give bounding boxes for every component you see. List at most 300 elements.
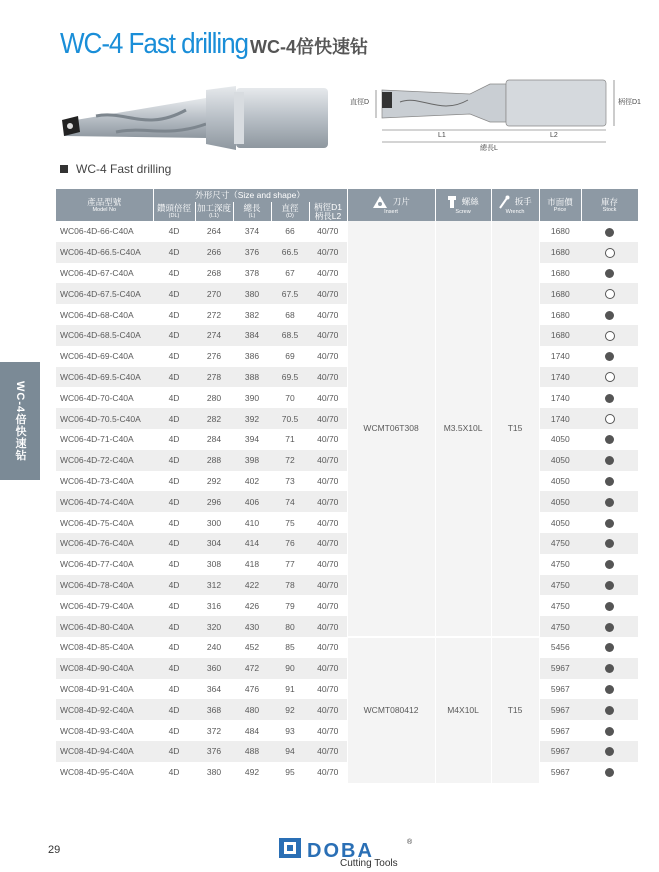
cell-insert: WCMT06T308 bbox=[347, 221, 435, 637]
cell-dl: 4D bbox=[153, 616, 195, 637]
cell-d1-l2: 40/70 bbox=[309, 450, 347, 471]
cell-l1: 364 bbox=[195, 679, 233, 700]
stock-filled-icon bbox=[605, 519, 614, 528]
cell-d1-l2: 40/70 bbox=[309, 346, 347, 367]
cell-l: 426 bbox=[233, 595, 271, 616]
table-row bbox=[56, 346, 638, 367]
cell-l1: 316 bbox=[195, 595, 233, 616]
technical-drawing bbox=[350, 72, 655, 162]
cell-price: 5967 bbox=[539, 741, 581, 762]
table-row bbox=[56, 491, 638, 512]
cell-price: 1740 bbox=[539, 408, 581, 429]
cell-d1-l2: 40/70 bbox=[309, 491, 347, 512]
insert-icon bbox=[372, 195, 388, 209]
cell-stock bbox=[581, 367, 638, 388]
cell-model: WC08-4D-85-C40A bbox=[56, 637, 153, 658]
cell-d1-l2: 40/70 bbox=[309, 429, 347, 450]
cell-stock bbox=[581, 741, 638, 762]
table-row bbox=[56, 533, 638, 554]
cell-d: 78 bbox=[271, 575, 309, 596]
stock-filled-icon bbox=[605, 768, 614, 777]
cell-dl: 4D bbox=[153, 720, 195, 741]
cell-stock bbox=[581, 658, 638, 679]
col-dl: 鑽頭倍徑 (DL) bbox=[153, 202, 195, 221]
cell-model: WC06-4D-66-C40A bbox=[56, 221, 153, 242]
cell-d1-l2: 40/70 bbox=[309, 762, 347, 783]
cell-dl: 4D bbox=[153, 679, 195, 700]
cell-price: 4050 bbox=[539, 491, 581, 512]
cell-dl: 4D bbox=[153, 491, 195, 512]
cell-stock bbox=[581, 491, 638, 512]
cell-model: WC06-4D-80-C40A bbox=[56, 616, 153, 637]
stock-open-icon bbox=[605, 289, 615, 299]
title-english: WC-4 Fast drilling bbox=[60, 28, 248, 60]
cell-l: 402 bbox=[233, 471, 271, 492]
cell-price: 1740 bbox=[539, 367, 581, 388]
cell-price: 1680 bbox=[539, 325, 581, 346]
cell-model: WC06-4D-68.5-C40A bbox=[56, 325, 153, 346]
registered-mark: ® bbox=[407, 839, 413, 846]
cell-stock bbox=[581, 450, 638, 471]
table-row bbox=[56, 741, 638, 762]
table-row bbox=[56, 595, 638, 616]
col-stock: 庫存 Stock bbox=[581, 189, 638, 221]
col-l1: 加工深度 (L1) bbox=[196, 203, 231, 219]
cell-stock bbox=[581, 595, 638, 616]
cell-stock bbox=[581, 637, 638, 658]
stock-filled-icon bbox=[605, 498, 614, 507]
cell-stock bbox=[581, 533, 638, 554]
cell-d: 72 bbox=[271, 450, 309, 471]
stock-open-icon bbox=[605, 248, 615, 258]
cell-l: 386 bbox=[233, 346, 271, 367]
cell-l1: 304 bbox=[195, 533, 233, 554]
cell-l: 376 bbox=[233, 242, 271, 263]
stock-filled-icon bbox=[605, 664, 614, 673]
cell-l1: 270 bbox=[195, 283, 233, 304]
cell-d1-l2: 40/70 bbox=[309, 242, 347, 263]
cell-model: WC06-4D-70-C40A bbox=[56, 387, 153, 408]
cell-l: 480 bbox=[233, 699, 271, 720]
cell-d: 71 bbox=[271, 429, 309, 450]
cell-price: 5967 bbox=[539, 679, 581, 700]
cell-l1: 272 bbox=[195, 304, 233, 325]
stock-filled-icon bbox=[605, 269, 614, 278]
cell-l1: 300 bbox=[195, 512, 233, 533]
cell-d: 91 bbox=[271, 679, 309, 700]
cell-d1-l2: 40/70 bbox=[309, 471, 347, 492]
cell-dl: 4D bbox=[153, 263, 195, 284]
cell-stock bbox=[581, 554, 638, 575]
stock-filled-icon bbox=[605, 623, 614, 632]
cell-l: 374 bbox=[233, 221, 271, 242]
cell-d: 66 bbox=[271, 221, 309, 242]
cell-d: 90 bbox=[271, 658, 309, 679]
cell-model: WC06-4D-69-C40A bbox=[56, 346, 153, 367]
cell-l: 394 bbox=[233, 429, 271, 450]
cell-d1-l2: 40/70 bbox=[309, 408, 347, 429]
cell-dl: 4D bbox=[153, 512, 195, 533]
cell-model: WC06-4D-71-C40A bbox=[56, 429, 153, 450]
cell-model: WC06-4D-78-C40A bbox=[56, 575, 153, 596]
label-l2: L2 bbox=[550, 132, 558, 139]
cell-l1: 268 bbox=[195, 263, 233, 284]
stock-open-icon bbox=[605, 331, 615, 341]
cell-d1-l2: 40/70 bbox=[309, 699, 347, 720]
cell-d1-l2: 40/70 bbox=[309, 554, 347, 575]
table-row bbox=[56, 221, 638, 242]
table-row bbox=[56, 471, 638, 492]
cell-model: WC06-4D-72-C40A bbox=[56, 450, 153, 471]
cell-d: 80 bbox=[271, 616, 309, 637]
cell-stock bbox=[581, 325, 638, 346]
cell-dl: 4D bbox=[153, 741, 195, 762]
cell-l: 398 bbox=[233, 450, 271, 471]
cell-d1-l2: 40/70 bbox=[309, 595, 347, 616]
cell-l1: 312 bbox=[195, 575, 233, 596]
table-row bbox=[56, 263, 638, 284]
cell-d: 67 bbox=[271, 263, 309, 284]
cell-l1: 288 bbox=[195, 450, 233, 471]
cell-d: 79 bbox=[271, 595, 309, 616]
cell-dl: 4D bbox=[153, 533, 195, 554]
cell-price: 5967 bbox=[539, 720, 581, 741]
cell-screw: M4X10L bbox=[435, 637, 491, 783]
cell-d: 85 bbox=[271, 637, 309, 658]
cell-price: 1680 bbox=[539, 221, 581, 242]
cell-l: 384 bbox=[233, 325, 271, 346]
table-row bbox=[56, 762, 638, 783]
cell-l1: 276 bbox=[195, 346, 233, 367]
col-d1-l2: 柄徑D1 柄長L2 bbox=[309, 202, 347, 221]
cell-model: WC06-4D-76-C40A bbox=[56, 533, 153, 554]
cell-l1: 278 bbox=[195, 367, 233, 388]
cell-price: 4750 bbox=[539, 533, 581, 554]
section-heading bbox=[60, 162, 171, 176]
cell-dl: 4D bbox=[153, 471, 195, 492]
stock-filled-icon bbox=[605, 602, 614, 611]
cell-l: 430 bbox=[233, 616, 271, 637]
cell-d1-l2: 40/70 bbox=[309, 325, 347, 346]
stock-filled-icon bbox=[605, 747, 614, 756]
cell-l: 492 bbox=[233, 762, 271, 783]
col-price: 市面價 Price bbox=[539, 189, 581, 221]
cell-price: 1680 bbox=[539, 304, 581, 325]
cell-dl: 4D bbox=[153, 242, 195, 263]
cell-l: 410 bbox=[233, 512, 271, 533]
cell-d1-l2: 40/70 bbox=[309, 263, 347, 284]
cell-price: 1740 bbox=[539, 387, 581, 408]
cell-dl: 4D bbox=[153, 221, 195, 242]
cell-price: 5967 bbox=[539, 762, 581, 783]
col-d: 直徑 (D) bbox=[271, 202, 309, 221]
cell-model: WC08-4D-94-C40A bbox=[56, 741, 153, 762]
stock-filled-icon bbox=[605, 228, 614, 237]
cell-price: 4050 bbox=[539, 512, 581, 533]
cell-dl: 4D bbox=[153, 408, 195, 429]
cell-l: 418 bbox=[233, 554, 271, 575]
cell-d: 70.5 bbox=[271, 408, 309, 429]
cell-l1: 264 bbox=[195, 221, 233, 242]
cell-stock bbox=[581, 387, 638, 408]
label-total-l: 總長L bbox=[480, 145, 498, 152]
cell-d1-l2: 40/70 bbox=[309, 575, 347, 596]
stock-filled-icon bbox=[605, 456, 614, 465]
cell-l: 472 bbox=[233, 658, 271, 679]
cell-dl: 4D bbox=[153, 304, 195, 325]
cell-l: 484 bbox=[233, 720, 271, 741]
cell-d: 69.5 bbox=[271, 367, 309, 388]
cell-stock bbox=[581, 575, 638, 596]
cell-dl: 4D bbox=[153, 637, 195, 658]
cell-stock bbox=[581, 762, 638, 783]
table-row bbox=[56, 242, 638, 263]
cell-l: 488 bbox=[233, 741, 271, 762]
cell-stock bbox=[581, 720, 638, 741]
cell-d1-l2: 40/70 bbox=[309, 679, 347, 700]
spec-table-body bbox=[56, 221, 638, 783]
cell-model: WC06-4D-73-C40A bbox=[56, 471, 153, 492]
cell-price: 4050 bbox=[539, 471, 581, 492]
cell-price: 1680 bbox=[539, 283, 581, 304]
title-chinese: WC-4倍快速钻 bbox=[250, 37, 368, 57]
stock-filled-icon bbox=[605, 727, 614, 736]
cell-stock bbox=[581, 699, 638, 720]
cell-l1: 266 bbox=[195, 242, 233, 263]
table-row bbox=[56, 699, 638, 720]
section-title: WC-4 Fast drilling bbox=[76, 162, 172, 176]
cell-stock bbox=[581, 679, 638, 700]
cell-d1-l2: 40/70 bbox=[309, 304, 347, 325]
cell-d1-l2: 40/70 bbox=[309, 387, 347, 408]
cell-model: WC06-4D-74-C40A bbox=[56, 491, 153, 512]
cell-l1: 280 bbox=[195, 387, 233, 408]
cell-model: WC08-4D-92-C40A bbox=[56, 699, 153, 720]
square-bullet-icon bbox=[60, 165, 68, 173]
stock-open-icon bbox=[605, 414, 615, 424]
label-l1: L1 bbox=[438, 132, 446, 139]
cell-stock bbox=[581, 221, 638, 242]
cell-dl: 4D bbox=[153, 283, 195, 304]
cell-model: WC06-4D-77-C40A bbox=[56, 554, 153, 575]
cell-d1-l2: 40/70 bbox=[309, 637, 347, 658]
cell-d1-l2: 40/70 bbox=[309, 367, 347, 388]
brand-name: DOBA bbox=[307, 840, 374, 862]
cell-d: 75 bbox=[271, 512, 309, 533]
cell-d: 94 bbox=[271, 741, 309, 762]
cell-dl: 4D bbox=[153, 699, 195, 720]
cell-l: 392 bbox=[233, 408, 271, 429]
cell-d: 95 bbox=[271, 762, 309, 783]
cell-l: 382 bbox=[233, 304, 271, 325]
cell-dl: 4D bbox=[153, 367, 195, 388]
cell-screw: M3.5X10L bbox=[435, 221, 491, 637]
cell-stock bbox=[581, 283, 638, 304]
wrench-icon bbox=[498, 195, 510, 209]
cell-d: 68 bbox=[271, 304, 309, 325]
col-l: 總長 (L) bbox=[233, 202, 271, 221]
cell-l1: 372 bbox=[195, 720, 233, 741]
cell-wrench: T15 bbox=[491, 637, 539, 783]
cell-model: WC06-4D-79-C40A bbox=[56, 595, 153, 616]
table-row bbox=[56, 429, 638, 450]
cell-model: WC06-4D-69.5-C40A bbox=[56, 367, 153, 388]
table-row bbox=[56, 304, 638, 325]
cell-price: 5456 bbox=[539, 637, 581, 658]
cell-l1: 296 bbox=[195, 491, 233, 512]
page-title bbox=[60, 28, 368, 68]
cell-stock bbox=[581, 616, 638, 637]
cell-d: 69 bbox=[271, 346, 309, 367]
cell-dl: 4D bbox=[153, 658, 195, 679]
cell-price: 1740 bbox=[539, 346, 581, 367]
cell-l1: 282 bbox=[195, 408, 233, 429]
cell-d1-l2: 40/70 bbox=[309, 512, 347, 533]
cell-d: 73 bbox=[271, 471, 309, 492]
cell-wrench: T15 bbox=[491, 221, 539, 637]
table-row bbox=[56, 658, 638, 679]
cell-d: 66.5 bbox=[271, 242, 309, 263]
cell-price: 4750 bbox=[539, 616, 581, 637]
cell-d1-l2: 40/70 bbox=[309, 221, 347, 242]
col-group-size: 外形尺寸（Size and shape） bbox=[153, 189, 347, 202]
cell-l: 476 bbox=[233, 679, 271, 700]
brand-subtitle: Cutting Tools bbox=[340, 858, 398, 869]
cell-d: 74 bbox=[271, 491, 309, 512]
cell-d: 68.5 bbox=[271, 325, 309, 346]
cell-dl: 4D bbox=[153, 575, 195, 596]
cell-dl: 4D bbox=[153, 429, 195, 450]
cell-model: WC08-4D-93-C40A bbox=[56, 720, 153, 741]
table-row bbox=[56, 283, 638, 304]
cell-model: WC08-4D-95-C40A bbox=[56, 762, 153, 783]
table-row bbox=[56, 575, 638, 596]
stock-filled-icon bbox=[605, 581, 614, 590]
table-row bbox=[56, 616, 638, 637]
cell-l1: 284 bbox=[195, 429, 233, 450]
cell-model: WC08-4D-90-C40A bbox=[56, 658, 153, 679]
table-row bbox=[56, 720, 638, 741]
cell-l: 390 bbox=[233, 387, 271, 408]
cell-l1: 376 bbox=[195, 741, 233, 762]
cell-stock bbox=[581, 471, 638, 492]
cell-model: WC06-4D-70.5-C40A bbox=[56, 408, 153, 429]
cell-price: 4050 bbox=[539, 450, 581, 471]
cell-l1: 380 bbox=[195, 762, 233, 783]
cell-l1: 274 bbox=[195, 325, 233, 346]
stock-filled-icon bbox=[605, 477, 614, 486]
cell-l1: 240 bbox=[195, 637, 233, 658]
cell-dl: 4D bbox=[153, 325, 195, 346]
cell-price: 5967 bbox=[539, 699, 581, 720]
table-row bbox=[56, 387, 638, 408]
cell-l: 406 bbox=[233, 491, 271, 512]
cell-l: 388 bbox=[233, 367, 271, 388]
spec-table bbox=[56, 189, 639, 783]
cell-model: WC06-4D-67.5-C40A bbox=[56, 283, 153, 304]
cell-stock bbox=[581, 242, 638, 263]
cell-l: 378 bbox=[233, 263, 271, 284]
table-row bbox=[56, 367, 638, 388]
cell-d: 93 bbox=[271, 720, 309, 741]
table-row bbox=[56, 637, 638, 658]
cell-price: 4750 bbox=[539, 554, 581, 575]
stock-filled-icon bbox=[605, 435, 614, 444]
cell-l: 414 bbox=[233, 533, 271, 554]
table-row bbox=[56, 512, 638, 533]
table-row bbox=[56, 554, 638, 575]
cell-model: WC06-4D-66.5-C40A bbox=[56, 242, 153, 263]
label-shank-d1: 柄徑D1 bbox=[618, 99, 641, 106]
cell-dl: 4D bbox=[153, 595, 195, 616]
label-diameter-d: 直徑D bbox=[350, 99, 370, 106]
cell-dl: 4D bbox=[153, 762, 195, 783]
screw-icon bbox=[447, 195, 457, 209]
cell-stock bbox=[581, 263, 638, 284]
stock-filled-icon bbox=[605, 560, 614, 569]
cell-l: 380 bbox=[233, 283, 271, 304]
cell-insert: WCMT080412 bbox=[347, 637, 435, 783]
cell-stock bbox=[581, 512, 638, 533]
cell-d: 77 bbox=[271, 554, 309, 575]
cell-l1: 368 bbox=[195, 699, 233, 720]
cell-model: WC06-4D-75-C40A bbox=[56, 512, 153, 533]
cell-dl: 4D bbox=[153, 450, 195, 471]
cell-stock bbox=[581, 346, 638, 367]
col-model: 產品型號 Model No bbox=[56, 189, 153, 221]
stock-filled-icon bbox=[605, 706, 614, 715]
stock-filled-icon bbox=[605, 685, 614, 694]
drill-photo bbox=[56, 80, 336, 160]
cell-price: 1680 bbox=[539, 242, 581, 263]
cell-d: 70 bbox=[271, 387, 309, 408]
cell-d: 76 bbox=[271, 533, 309, 554]
cell-dl: 4D bbox=[153, 554, 195, 575]
stock-filled-icon bbox=[605, 394, 614, 403]
cell-l1: 292 bbox=[195, 471, 233, 492]
cell-price: 4050 bbox=[539, 429, 581, 450]
stock-filled-icon bbox=[605, 352, 614, 361]
cell-price: 4750 bbox=[539, 575, 581, 596]
cell-model: WC06-4D-67-C40A bbox=[56, 263, 153, 284]
stock-filled-icon bbox=[605, 539, 614, 548]
cell-l: 452 bbox=[233, 637, 271, 658]
cell-stock bbox=[581, 429, 638, 450]
cell-stock bbox=[581, 304, 638, 325]
cell-d: 67.5 bbox=[271, 283, 309, 304]
cell-d1-l2: 40/70 bbox=[309, 741, 347, 762]
cell-dl: 4D bbox=[153, 387, 195, 408]
stock-filled-icon bbox=[605, 311, 614, 320]
cell-model: WC06-4D-68-C40A bbox=[56, 304, 153, 325]
cell-d1-l2: 40/70 bbox=[309, 658, 347, 679]
table-row bbox=[56, 408, 638, 429]
cell-l1: 320 bbox=[195, 616, 233, 637]
cell-d1-l2: 40/70 bbox=[309, 283, 347, 304]
stock-filled-icon bbox=[605, 643, 614, 652]
cell-l1: 308 bbox=[195, 554, 233, 575]
table-row bbox=[56, 450, 638, 471]
table-row bbox=[56, 679, 638, 700]
cell-price: 1680 bbox=[539, 263, 581, 284]
cell-d1-l2: 40/70 bbox=[309, 533, 347, 554]
table-row bbox=[56, 325, 638, 346]
page-number: 29 bbox=[48, 844, 61, 856]
cell-dl: 4D bbox=[153, 346, 195, 367]
cell-l1: 360 bbox=[195, 658, 233, 679]
cell-d: 92 bbox=[271, 699, 309, 720]
stock-open-icon bbox=[605, 372, 615, 382]
